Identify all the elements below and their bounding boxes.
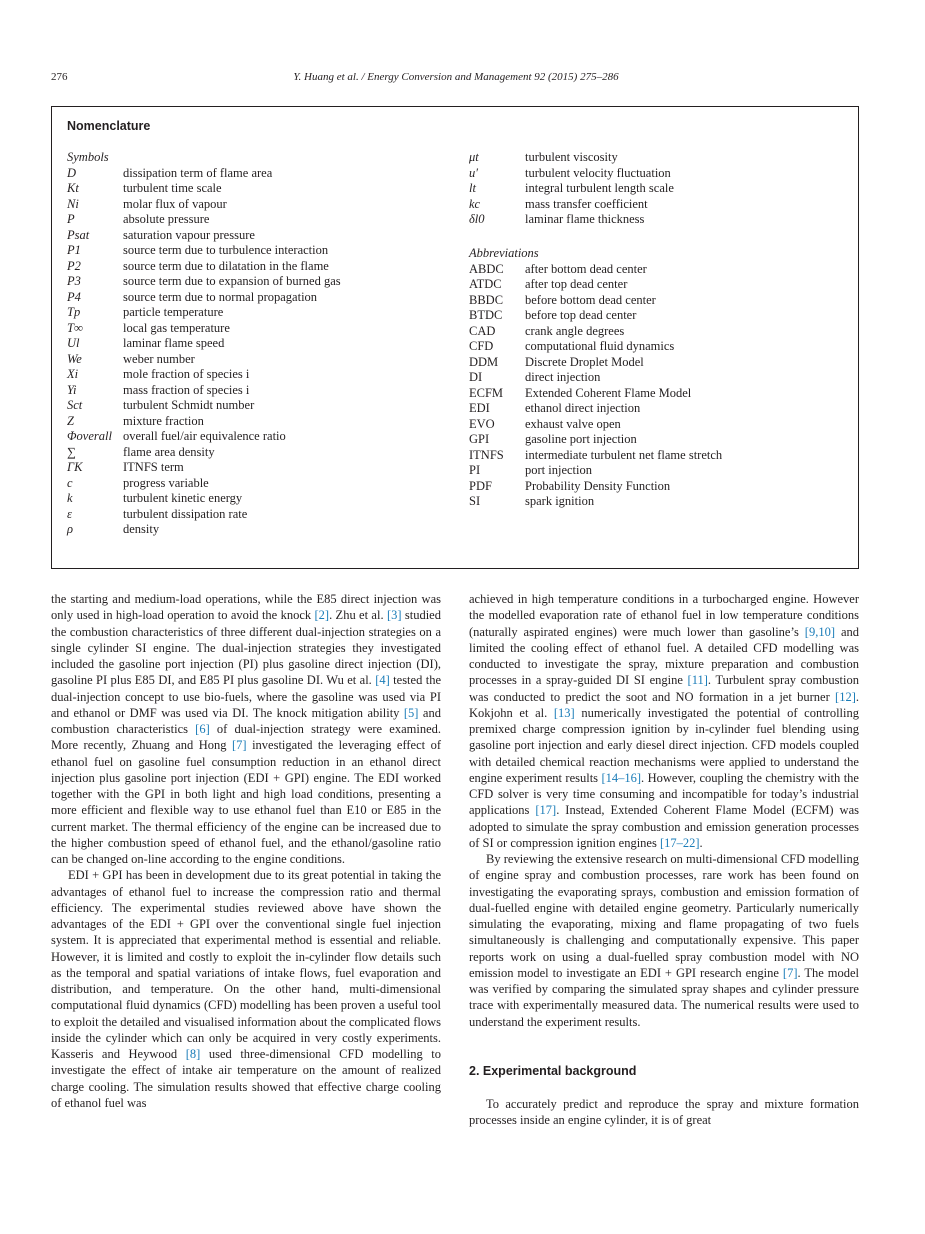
abbreviation-term: ATDC bbox=[469, 277, 502, 291]
abbreviation-row bbox=[469, 432, 849, 448]
citation-link[interactable]: [6] bbox=[195, 722, 210, 736]
abbreviation-term: EDI bbox=[469, 401, 490, 415]
symbol-definition: source term due to dilatation in the flame bbox=[123, 258, 329, 273]
symbol-term: ΓK bbox=[67, 460, 83, 474]
symbol-term: D bbox=[67, 165, 77, 180]
citation-link[interactable]: [5] bbox=[403, 705, 419, 720]
text-run: the starting and medium-load operations, while the E85 direct injection was only used in high-load operation to avoid the knock bbox=[51, 592, 441, 623]
page-header bbox=[51, 71, 861, 87]
symbol-row bbox=[67, 212, 447, 228]
symbol-term: T∞ bbox=[67, 320, 83, 335]
symbol-definition: laminar flame speed bbox=[123, 336, 225, 350]
abbreviation-row bbox=[469, 293, 849, 309]
symbol-term: c bbox=[67, 475, 73, 490]
text-run: and limited the cooling effect of ethanol fuel. A detailed CFD modelling was conducted to investigate the spray, mixture preparation and combustion processes in a spray-guided DI SI engine bbox=[469, 624, 859, 688]
text-run: numerically investigated the potential of controlling premixed charge compression ignition by in-cylinder fuel blending using gasoline port injection and early diesel direct injection. CFD models coupled with detailed chemical reaction mechanisms were applied to understand the engine experiment results bbox=[469, 705, 860, 785]
symbol-term: lt bbox=[469, 181, 476, 195]
citation-link[interactable]: [8] bbox=[185, 1047, 201, 1061]
symbol-definition: weber number bbox=[123, 351, 195, 366]
abbreviation-term: PDF bbox=[469, 478, 492, 493]
symbol-term: Tp bbox=[67, 305, 81, 319]
symbol-definition: turbulent velocity fluctuation bbox=[525, 165, 671, 180]
symbol-row bbox=[469, 166, 849, 182]
abbreviation-row bbox=[469, 448, 849, 464]
symbol-term: u′ bbox=[469, 165, 478, 180]
symbol-term: P bbox=[67, 212, 75, 226]
abbreviation-row bbox=[469, 262, 849, 278]
text-run: used three-dimensional CFD modelling to investigate the effect of intake air temperature on the amount of realized charge cooling. The simulation results showed that effective charge cooling of ethanol fuel was bbox=[51, 1047, 441, 1110]
symbol-term: Psat bbox=[67, 227, 90, 242]
symbol-term: μt bbox=[469, 150, 479, 164]
abbreviation-row bbox=[469, 324, 849, 340]
abbreviation-definition: Extended Coherent Flame Model bbox=[525, 385, 692, 400]
symbol-definition: saturation vapour pressure bbox=[123, 227, 255, 242]
symbol-definition: turbulent viscosity bbox=[525, 150, 618, 164]
symbol-definition: local gas temperature bbox=[123, 320, 230, 335]
text-run: EDI + GPI has been in development due to its great potential in taking the advantages of ethanol fuel to increase the compression ratio and thermal efficiency. The experimental studies reviewed above have shown the advantages of the EDI + GPI over the conventional single fuel injection system. It is appreciated that experimental method is essential and reliable. However, it is limited and costly to exploit the in-cylinder flow details such as the temporal and spatial variations of intake flows, fuel evaporation and distribution, and temperature. On the other hand, multi-dimensional computational fluid dynamics (CFD) modelling has been proven a useful tool to exploit the detailed and visualised information about the complicated flows inside the cylinder which can only be acquired in very costly experiments. Kasseris and Heywood bbox=[51, 868, 441, 1061]
symbol-row bbox=[67, 181, 447, 197]
symbol-row bbox=[67, 522, 447, 538]
citation-link[interactable]: [3] bbox=[386, 608, 402, 623]
symbols-list bbox=[67, 150, 447, 538]
abbreviation-term: SI bbox=[469, 494, 481, 508]
citation-link[interactable]: [17–22] bbox=[659, 835, 700, 850]
symbol-row bbox=[67, 491, 447, 507]
symbol-row bbox=[469, 212, 849, 228]
text-run: By reviewing the extensive research on multi-dimensional CFD modelling of engine spray and combustion processes, rare work has been found on investigating the evaporating sprays, combustion and emission formation of dual-fuelled engine with detailed engine geometry. Particularly numerically simulating the evaporating, mixing and flame propagating of two fuels simultaneously is challenging and computationally expensive. This paper reports work on using a dual-fuelled spray combustion model with NO emission model to investigate an EDI + GPI research engine bbox=[469, 852, 859, 980]
abbreviation-term: ITNFS bbox=[469, 447, 504, 462]
symbol-row bbox=[67, 274, 447, 290]
symbol-definition: density bbox=[123, 522, 160, 536]
abbreviation-row bbox=[469, 308, 849, 324]
abbreviation-definition: Probability Density Function bbox=[525, 478, 671, 493]
symbol-row bbox=[67, 445, 447, 461]
symbol-definition: ITNFS term bbox=[123, 460, 184, 474]
symbol-row bbox=[67, 228, 447, 244]
abbreviation-definition: computational fluid dynamics bbox=[525, 339, 675, 353]
abbreviation-row bbox=[469, 401, 849, 417]
abbreviations-title: Abbreviations bbox=[469, 246, 539, 260]
abbreviation-row bbox=[469, 339, 849, 355]
abbreviation-definition: ethanol direct injection bbox=[525, 401, 641, 415]
text-run: . bbox=[699, 835, 703, 850]
symbol-term: Xi bbox=[67, 367, 79, 381]
symbol-row bbox=[67, 460, 447, 476]
symbol-term: Sct bbox=[67, 398, 83, 412]
abbreviation-definition: before top dead center bbox=[525, 308, 637, 322]
section-heading: 2. Experimental background bbox=[469, 1063, 637, 1078]
symbol-definition: mass fraction of species i bbox=[123, 382, 250, 397]
abbreviation-definition: gasoline port injection bbox=[525, 432, 637, 446]
running-head: Y. Huang et al. / Energy Conversion and Management 92 (2015) 275–286 bbox=[293, 71, 619, 83]
symbol-definition: dissipation term of flame area bbox=[123, 165, 273, 180]
symbol-row bbox=[67, 383, 447, 399]
citation-link[interactable]: [12] bbox=[835, 689, 856, 704]
abbreviation-row bbox=[469, 479, 849, 495]
text-run: and combustion characteristics bbox=[51, 705, 441, 736]
abbreviation-term: BBDC bbox=[469, 292, 504, 307]
symbols-list-right bbox=[469, 150, 849, 228]
citation-link[interactable]: [7] bbox=[782, 965, 798, 980]
symbol-row bbox=[67, 166, 447, 182]
symbol-row bbox=[67, 290, 447, 306]
paragraph: To accurately predict and reproduce the spray and mixture formation processes inside an engine cylinder, it is of great bbox=[469, 1097, 859, 1128]
paragraph bbox=[469, 591, 859, 851]
symbol-row bbox=[67, 336, 447, 352]
abbreviation-term: BTDC bbox=[469, 308, 503, 322]
symbol-row bbox=[67, 398, 447, 414]
abbreviation-term: EVO bbox=[469, 416, 495, 431]
text-run: tested the dual-injection concept to use bio-fuels, where the gasoline was used via PI and ethanol or DMF was used via DI. The knock mitigation ability bbox=[51, 673, 441, 720]
symbol-definition: particle temperature bbox=[123, 305, 224, 319]
abbreviation-row bbox=[469, 370, 849, 386]
symbol-term: δl0 bbox=[469, 212, 485, 226]
text-run: achieved in high temperature conditions in a turbocharged engine. However the modelled evaporation rate of ethanol fuel in low temperature conditions (naturally aspirated engines) were much lower than gasoline’s bbox=[469, 592, 859, 639]
text-run: studied the combustion characteristics of three different dual-injection strategies on a single cylinder SI engine. The dual-injection strategies they investigated included the gasoline port injection (PI) plus gasoline direct injection (DI), gasoline PI plus E85 DI, and E85 PI plus gasoline DI. Wu et al. bbox=[51, 608, 441, 688]
symbol-definition: flame area density bbox=[123, 444, 215, 459]
symbol-row bbox=[67, 429, 447, 445]
text-run: . Kokjohn et al. bbox=[469, 689, 859, 720]
symbol-row bbox=[67, 305, 447, 321]
citation-link[interactable]: [17] bbox=[535, 803, 557, 818]
abbreviation-definition: intermediate turbulent net flame stretch bbox=[525, 447, 723, 462]
symbols-title: Symbols bbox=[67, 150, 109, 164]
symbol-term: Yi bbox=[67, 382, 77, 397]
abbreviation-term: DI bbox=[469, 370, 483, 384]
abbreviation-definition: crank angle degrees bbox=[525, 323, 625, 338]
symbol-term: P1 bbox=[67, 243, 81, 257]
page-number: 276 bbox=[51, 71, 68, 83]
abbreviation-definition: exhaust valve open bbox=[525, 416, 621, 431]
abbreviation-term: CFD bbox=[469, 339, 494, 353]
symbol-term: Φoverall bbox=[67, 429, 112, 443]
symbol-row bbox=[67, 259, 447, 275]
symbol-term: kc bbox=[469, 196, 481, 211]
symbol-definition: progress variable bbox=[123, 475, 209, 490]
text-run: of dual-injection strategy were examined. More recently, Zhuang and Hong bbox=[51, 722, 441, 753]
abbreviation-row bbox=[469, 355, 849, 371]
symbol-definition: mass transfer coefficient bbox=[525, 196, 648, 211]
symbol-row bbox=[469, 197, 849, 213]
abbreviation-row bbox=[469, 277, 849, 293]
text-run: . The model was verified by comparing the simulated spray shapes and cylinder pressure trace with experimentally measured data. The numerical results were used to understand the experiment results. bbox=[469, 965, 859, 1029]
citation-link[interactable]: [7] bbox=[232, 738, 247, 753]
symbol-term: Ni bbox=[67, 196, 79, 211]
abbreviation-term: ECFM bbox=[469, 385, 504, 400]
paragraph bbox=[51, 591, 441, 867]
abbreviation-row bbox=[469, 494, 849, 510]
symbol-row bbox=[67, 321, 447, 337]
abbreviation-definition: direct injection bbox=[525, 370, 601, 384]
symbol-definition: laminar flame thickness bbox=[525, 212, 645, 226]
abbreviation-definition: after top dead center bbox=[525, 277, 628, 291]
abbreviation-row bbox=[469, 463, 849, 479]
citation-link[interactable]: [13] bbox=[553, 705, 575, 720]
abbreviation-term: DDM bbox=[469, 354, 499, 369]
symbol-definition: turbulent time scale bbox=[123, 181, 222, 195]
text-run: . Instead, Extended Coherent Flame Model (ECFM) was adopted to simulate the spray combustion and emission generation processes of SI or compression ignition engines bbox=[469, 803, 859, 850]
symbol-term: Ul bbox=[67, 336, 80, 350]
symbol-row bbox=[469, 150, 849, 166]
symbol-definition: mole fraction of species i bbox=[123, 367, 250, 381]
right-column bbox=[469, 591, 859, 1129]
symbol-row bbox=[67, 507, 447, 523]
paragraph bbox=[469, 851, 859, 1030]
symbol-term: Z bbox=[67, 413, 74, 428]
symbol-row bbox=[67, 414, 447, 430]
citation-link[interactable]: [11] bbox=[687, 673, 708, 688]
symbol-row bbox=[67, 243, 447, 259]
symbol-definition: source term due to expansion of burned gas bbox=[123, 274, 341, 288]
symbol-definition: turbulent dissipation rate bbox=[123, 506, 248, 521]
symbol-definition: molar flux of vapour bbox=[123, 196, 227, 211]
text-run: . Turbulent spray combustion was conducted to predict the soot and NO formation in a jet burner bbox=[469, 673, 859, 704]
abbreviation-definition: before bottom dead center bbox=[525, 292, 656, 307]
abbreviation-term: CAD bbox=[469, 323, 496, 338]
left-column bbox=[51, 591, 441, 1111]
abbreviation-row bbox=[469, 386, 849, 402]
symbol-term: P4 bbox=[67, 289, 81, 304]
abbreviation-definition: Discrete Droplet Model bbox=[525, 354, 644, 369]
abbreviation-row bbox=[469, 417, 849, 433]
symbol-term: ε bbox=[67, 506, 72, 521]
citation-link[interactable]: [9,10] bbox=[804, 624, 835, 639]
symbol-definition: integral turbulent length scale bbox=[525, 181, 674, 195]
symbol-definition: source term due to normal propagation bbox=[123, 289, 318, 304]
nomenclature-title: Nomenclature bbox=[67, 119, 151, 133]
symbol-definition: mixture fraction bbox=[123, 413, 204, 428]
abbreviation-term: ABDC bbox=[469, 261, 504, 276]
symbol-row bbox=[67, 197, 447, 213]
abbreviation-definition: port injection bbox=[525, 463, 592, 477]
symbol-term: P3 bbox=[67, 274, 81, 288]
symbol-term: ∑ bbox=[67, 444, 76, 459]
citation-link[interactable]: [2] bbox=[314, 608, 330, 623]
paragraph bbox=[51, 867, 441, 1111]
text-run: . However, coupling the chemistry with the CFD solver is very time consuming and incompatible for today’s industrial applications bbox=[469, 770, 859, 818]
citation-link[interactable]: [14–16] bbox=[601, 770, 642, 785]
symbol-term: We bbox=[67, 351, 82, 366]
symbol-definition: source term due to turbulence interaction bbox=[123, 243, 329, 257]
symbol-definition: turbulent kinetic energy bbox=[123, 491, 243, 505]
symbol-row bbox=[67, 476, 447, 492]
abbreviation-term: GPI bbox=[469, 432, 490, 446]
abbreviation-definition: after bottom dead center bbox=[525, 261, 647, 276]
nomenclature-box bbox=[51, 106, 859, 569]
symbol-row bbox=[469, 181, 849, 197]
symbol-term: Kt bbox=[67, 181, 79, 195]
text-run: investigated the leveraging effect of ethanol fuel on gasoline fuel consumption reduction in an ethanol direct injection plus gasoline port injection (EDI + GPI) engine. The EDI worked together with the GPI in both light and high load conditions, presenting a more efficient and flexible way to use ethanol fuel than E10 or E85 in the current market. The thermal efficiency of the engine can be increased due to the higher combustion speed of ethanol fuel, and the ethanol/gasoline ratio can be changed on-line according to the engine conditions. bbox=[51, 738, 441, 866]
abbreviation-term: PI bbox=[469, 463, 481, 477]
abbreviation-definition: spark ignition bbox=[525, 494, 595, 508]
symbol-definition: absolute pressure bbox=[123, 212, 210, 226]
symbol-definition: overall fuel/air equivalence ratio bbox=[123, 429, 286, 443]
symbol-row bbox=[67, 352, 447, 368]
symbol-row bbox=[67, 367, 447, 383]
citation-link[interactable]: [4] bbox=[375, 673, 390, 688]
text-run: . Zhu et al. bbox=[329, 608, 387, 623]
symbol-term: k bbox=[67, 491, 73, 505]
abbreviations-list bbox=[469, 246, 849, 510]
symbol-term: P2 bbox=[67, 258, 81, 273]
symbol-definition: turbulent Schmidt number bbox=[123, 398, 255, 412]
symbol-term: ρ bbox=[67, 522, 73, 536]
